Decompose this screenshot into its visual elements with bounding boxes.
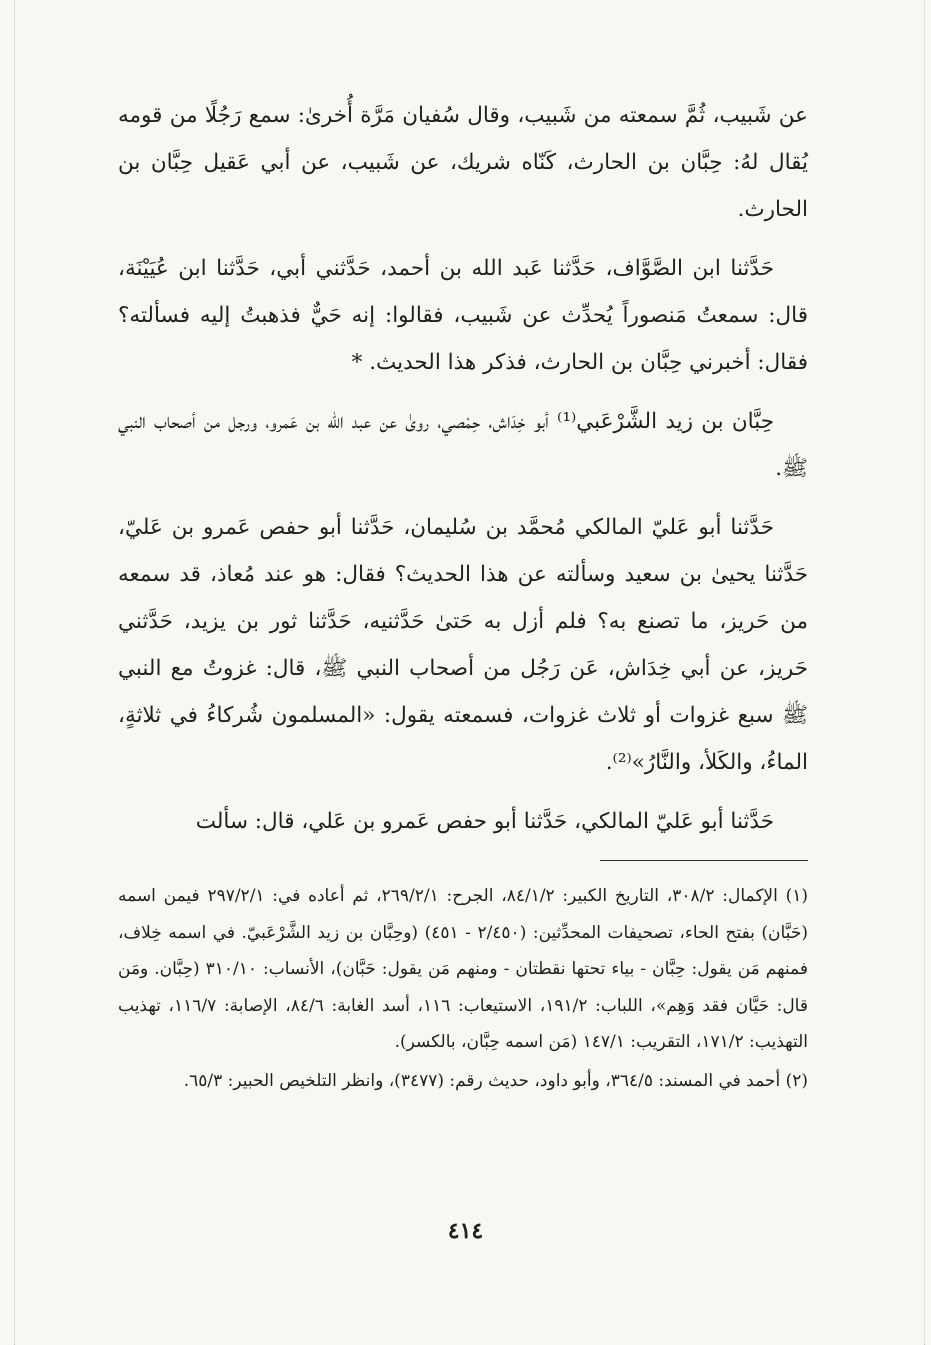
- paragraph-4: حَدَّثنا أبو عَليّ المالكي مُحمَّد بن سُليمان، حَدَّثنا أبو حفص عَمرو بن عَليّ، حَدَّثنا يحيىٰ بن سعيد وسألته عن هذا الحديث؟ فقال: هو عند مُعاذ، قد سمعه من حَريز، ما تصنع به؟ فلم أزل به حَتىٰ حَدَّثنيه، حَدَّثنا ثور بن يزيد، حَدَّثني حَريز، عن أبي خِدَاش، عَن رَجُل من أصحاب النبي ﷺ، قال: غزوتُ مع النبي ﷺ سبع غزوات أو ثلاث غزوات، فسمعته يقول: «المسلمون شُركاءُ في ثلاثةٍ، الماءُ، والكَلأ، والنَّارُ»⁽²⁾.: [118, 515, 808, 775]
- footnote-2: (٢) أحمد في المسند: ٣٦٤/٥، وأبو داود، حديث رقم: (٣٤٧٧)، وانظر التلخيص الحبير: ٦٥/٣.: [183, 1070, 808, 1091]
- paragraph-5: حَدَّثنا أبو عَليّ المالكي، حَدَّثنا أبو حفص عَمرو بن عَلي، قال: سألت: [195, 809, 774, 834]
- footnotes: [118, 878, 808, 1101]
- paragraph-1: عن شَبيب، ثُمَّ سمعته من شَبيب، وقال سُفيان مَرَّة أُخرىٰ: سمع رَجُلًا من قومه يُقال لهُ: حِبَّان بن الحارث، كَنّاه شريك، عن شَبيب، عن أبي عَقيل حِبَّان بن الحارث.: [118, 103, 808, 222]
- right-margin-dotted-line: [924, 0, 925, 1345]
- paragraph-2: حَدَّثنا ابن الصَّوَّاف، حَدَّثنا عَبد الله بن أحمد، حَدَّثني أبي، حَدَّثنا ابن عُيَيْنَة، قال: سمعتُ مَنصوراً يُحدِّث عن شَبيب، فقالوا: إنه حَيٌّ فذهبتُ إليه فسألته؟ فقال: أخبرني حِبَّان بن الحارث، فذكر هذا الحديث. *: [118, 256, 808, 375]
- paragraph-3: حِبَّان بن زيد الشَّرْعَبي⁽¹⁾ أبو خِدَاش، حِمْصي، روىٰ عن عبد الله بن عَمرو، ورجل من أصحاب النبي ﷺ.: [118, 409, 808, 481]
- footnote-separator: [600, 860, 808, 861]
- main-text: [118, 92, 808, 857]
- page-number: ٤١٤: [447, 1218, 484, 1244]
- left-margin-dotted-line: [14, 0, 15, 1345]
- footnote-1: (١) الإكمال: ٣٠٨/٢، التاريخ الكبير: ٨٤/١/٢، الجرح: ٢٦٩/٢/١، ثم أعاده في: ٢٩٧/٢/١ فيمن اسمه (حَبَّان) بفتح الحاء، تصحيفات المحدِّثين: (٢/٤٥٠ - ٤٥١) (وحِبَّان بن زيد الشَّرْعَبيّ. في اسمه خِلاف، فمنهم مَن يقول: حِبَّان - بياء تحتها نقطتان - ومنهم مَن يقول: حَبَّان)، الأنساب: ٣١٠/١٠ (حِبَّان. ومَن قال: حَيَّان فقد وَهِم»، اللباب: ١٩١/٢، الاستيعاب: ١١٦، أسد الغابة: ٨٤/٦، الإصابة: ١١٦/٧، تهذيب التهذيب: ١٧١/٢، التقريب: ١٤٧/١ (مَن اسمه حِبَّان، بالكسر).: [118, 886, 809, 1052]
